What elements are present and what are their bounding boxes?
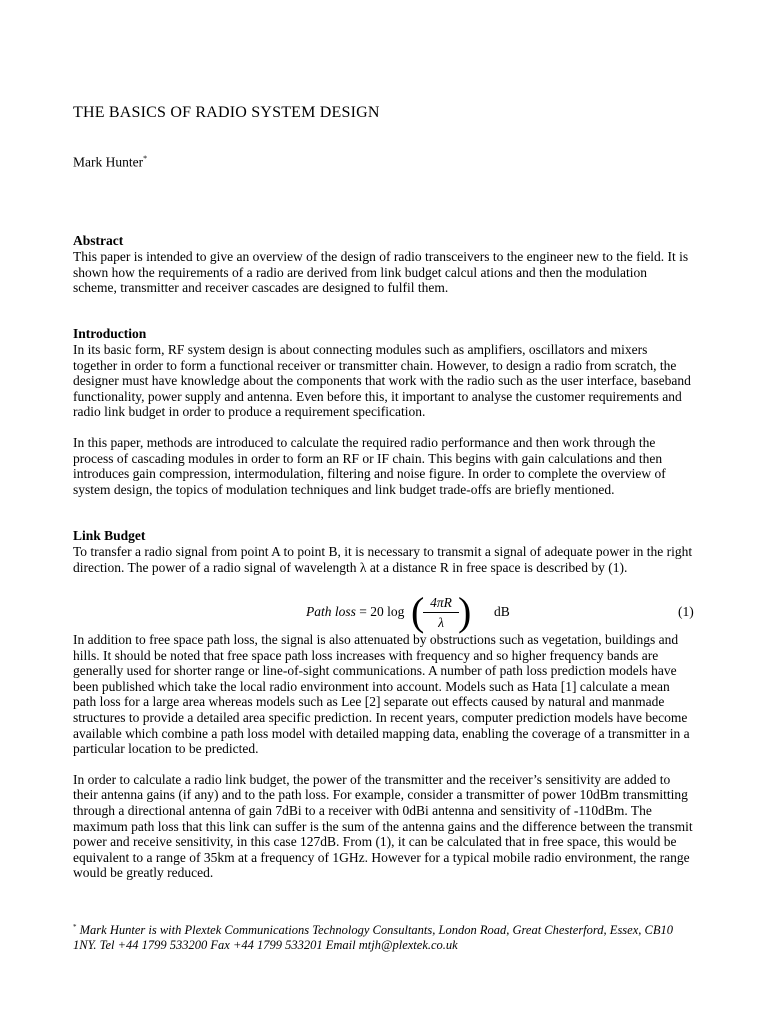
footnote-mark: * xyxy=(73,923,77,931)
link-budget-intro: To transfer a radio signal from point A to point B, it is necessary to transmit a signal of adequate power in the right direction. The power of a radio signal of wavelength λ at a distance R in free space is described by (1). xyxy=(73,544,693,575)
link-budget-paragraph-1: In addition to free space path loss, the signal is also attenuated by obstructions such as vegetation, buildings and hills. It should be noted that free space path loss increases with frequency and so higher frequency bands are generally used for shorter range or line-of-sight communications. A number of path loss prediction models have been published which take the local radio environment into account. Models such as Hata [1] calculate a mean path loss for a large area whereas models such as Lee [2] separate out effects caused by natural and manmade structures to provide a detailed area specific prediction. In recent years, computer prediction models have become available which combine a path loss model with detailed mapping data, enabling the coverage of a transmitter in a particular location to be predicted. xyxy=(73,632,690,757)
equation-lhs-label: Path loss xyxy=(306,604,356,619)
introduction-section xyxy=(73,326,693,497)
abstract-text: This paper is intended to give an overview of the design of radio transceivers to the engineer new to the field. It is shown how the requirements of a radio are derived from link budget calcul ations and then the modulation scheme, transmitter and receiver cascades are designed to fulfil them. xyxy=(73,249,689,296)
link-budget-body xyxy=(73,632,693,881)
footnote-text: Mark Hunter is with Plextek Communications Technology Consultants, London Road, Great Chesterford, Essex, CB10 1NY. Tel +44 1799 533200 Fax +44 1799 533201 Email mtjh@plextek.co.uk xyxy=(73,923,673,953)
author-footnote xyxy=(73,920,693,953)
author-name: Mark Hunter xyxy=(73,154,144,170)
introduction-paragraph-1: In its basic form, RF system design is about connecting modules such as amplifiers, oscillators and mixers together in order to form a functional receiver or transmitter chain. However, to design a radio from scratch, the designer must have knowledge about the components that work with the radio such as the user interface, baseband functionality, power supply and antenna. Even before this, it important to analyse the customer requirements and radio link budget in order to produce a requirement specification. xyxy=(73,342,691,420)
right-paren-icon: ) xyxy=(458,589,472,634)
link-budget-section xyxy=(73,528,693,575)
equation-lhs xyxy=(306,604,404,620)
left-paren-icon: ( xyxy=(411,589,425,634)
equation-number: (1) xyxy=(678,604,694,619)
introduction-heading: Introduction xyxy=(73,326,147,341)
equation-rhs: = 20 log xyxy=(359,604,405,619)
equation-denominator: λ xyxy=(438,615,444,630)
link-budget-heading: Link Budget xyxy=(73,528,146,543)
abstract-heading: Abstract xyxy=(73,233,124,248)
fraction-bar xyxy=(423,612,459,613)
equation-unit: dB xyxy=(494,604,510,619)
paper-title: THE BASICS OF RADIO SYSTEM DESIGN xyxy=(73,104,380,121)
equation-numerator: 4πR xyxy=(430,595,452,610)
author-footnote-mark: * xyxy=(143,154,148,163)
introduction-paragraph-2: In this paper, methods are introduced to calculate the required radio performance and then work through the process of cascading modules in order to form an RF or IF chain. This begins with gain calculations and then introduces gain compression, intermodulation, filtering and noise figure. In order to complete the overview of system design, the topics of modulation techniques and link budget trade-offs are briefly mentioned. xyxy=(73,434,666,497)
author-line xyxy=(73,154,147,171)
path-loss-equation xyxy=(0,589,768,636)
abstract-section xyxy=(73,233,693,296)
equation-fraction xyxy=(421,594,461,631)
link-budget-paragraph-2: In order to calculate a radio link budget, the power of the transmitter and the receiver’s sensitivity are added to their antenna gains (if any) and to the path loss. For example, consider a transmitter of power 10dBm transmitting through a directional antenna of gain 7dBi to a receiver with 0dBi antenna and sensitivity of -110dBm. The maximum path loss that this link can suffer is the sum of the antenna gains and the difference between the transmit power and receive sensitivity, in this case 127dB. From (1), it can be calculated that in free space, this would be equivalent to a range of 35km at a frequency of 1GHz. However for a typical mobile radio environment, the range would be greatly reduced. xyxy=(73,771,693,881)
